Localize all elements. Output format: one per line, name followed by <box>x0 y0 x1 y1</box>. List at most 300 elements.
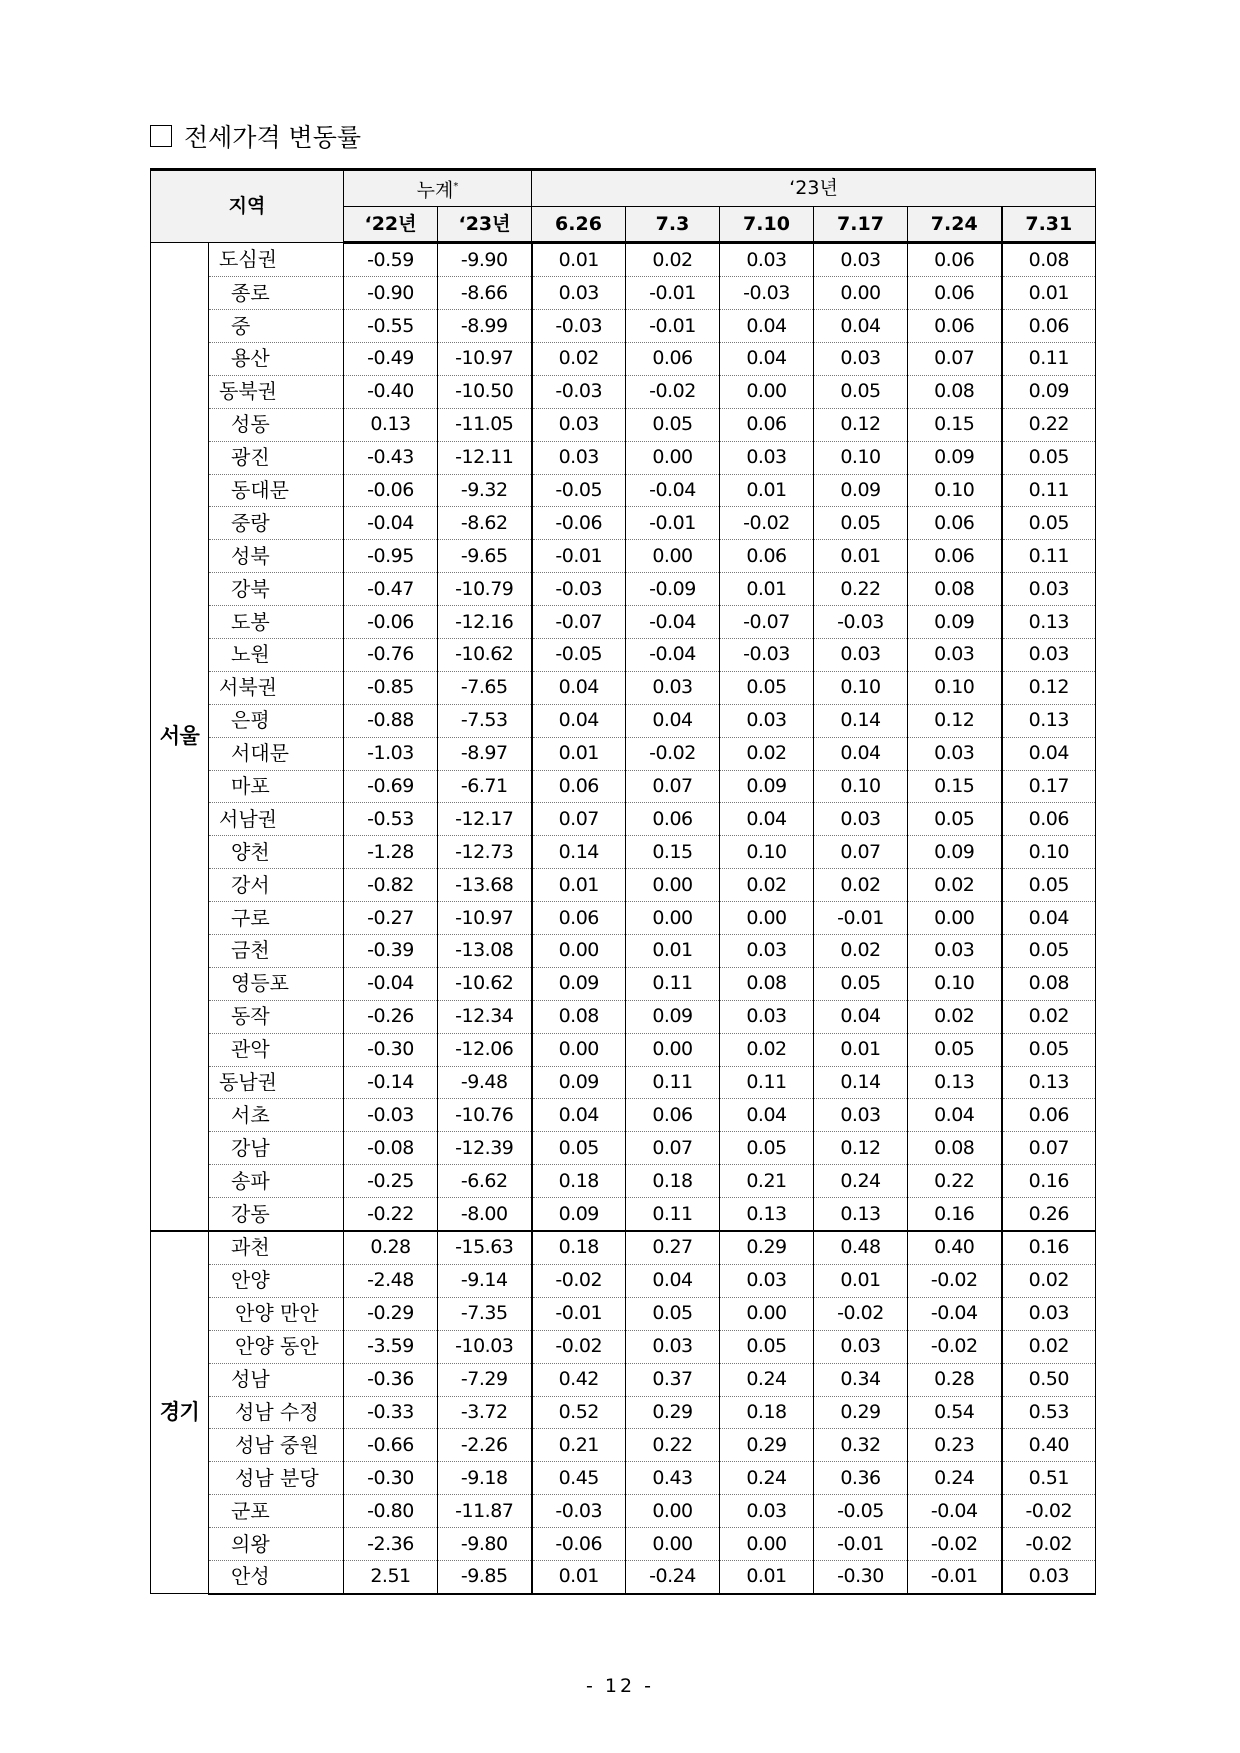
value-cell: -0.03 <box>532 310 626 343</box>
value-cell: 0.01 <box>814 1033 908 1066</box>
table-row <box>151 1560 1096 1593</box>
table-row <box>151 1396 1096 1429</box>
value-cell: 0.05 <box>814 375 908 408</box>
subregion-label: 강서 <box>209 869 344 902</box>
value-cell: 0.00 <box>720 1297 814 1330</box>
value-cell: -0.33 <box>344 1396 438 1429</box>
value-cell: 0.02 <box>908 1000 1002 1033</box>
value-cell: 0.18 <box>532 1165 626 1198</box>
value-cell: -0.02 <box>532 1330 626 1363</box>
value-cell: 0.14 <box>532 836 626 869</box>
value-cell: 0.11 <box>1002 343 1096 376</box>
value-cell: 0.52 <box>532 1396 626 1429</box>
value-cell: 0.29 <box>814 1396 908 1429</box>
value-cell: 0.12 <box>1002 671 1096 704</box>
value-cell: 0.04 <box>1002 902 1096 935</box>
subregion-label: 서대문 <box>209 737 344 770</box>
subregion-label: 군포 <box>209 1495 344 1528</box>
table-row <box>151 277 1096 310</box>
value-cell: 0.02 <box>814 935 908 968</box>
value-cell: -0.59 <box>344 243 438 277</box>
value-cell: 0.06 <box>532 770 626 803</box>
value-cell: 0.05 <box>908 803 1002 836</box>
value-cell: 0.09 <box>908 836 1002 869</box>
value-cell: 0.18 <box>532 1231 626 1264</box>
value-cell: -0.39 <box>344 935 438 968</box>
value-cell: -0.02 <box>908 1264 1002 1297</box>
value-cell: 0.08 <box>1002 243 1096 277</box>
value-cell: 0.29 <box>720 1429 814 1462</box>
subregion-label: 동대문 <box>209 474 344 507</box>
value-cell: 0.00 <box>626 1528 720 1561</box>
value-cell: -0.08 <box>344 1132 438 1165</box>
value-cell: 0.10 <box>814 441 908 474</box>
value-cell: 0.13 <box>720 1198 814 1231</box>
value-cell: -7.65 <box>438 671 532 704</box>
value-cell: 0.51 <box>1002 1462 1096 1495</box>
subregion-label: 성남 <box>209 1363 344 1396</box>
value-cell: 0.01 <box>626 935 720 968</box>
value-cell: -0.07 <box>532 606 626 639</box>
value-cell: 0.03 <box>720 704 814 737</box>
value-cell: -0.27 <box>344 902 438 935</box>
value-cell: -0.55 <box>344 310 438 343</box>
value-cell: 2.51 <box>344 1560 438 1593</box>
header-date-1: 7.3 <box>626 207 720 243</box>
value-cell: -0.02 <box>908 1528 1002 1561</box>
subregion-label: 안양 <box>209 1264 344 1297</box>
value-cell: 0.04 <box>720 343 814 376</box>
table-row <box>151 408 1096 441</box>
value-cell: -0.06 <box>344 606 438 639</box>
value-cell: -0.01 <box>814 1528 908 1561</box>
value-cell: -7.53 <box>438 704 532 737</box>
value-cell: 0.05 <box>1002 869 1096 902</box>
table-row <box>151 310 1096 343</box>
table-row <box>151 540 1096 573</box>
value-cell: 0.00 <box>626 441 720 474</box>
value-cell: 0.22 <box>908 1165 1002 1198</box>
value-cell: 0.10 <box>908 967 1002 1000</box>
value-cell: -0.30 <box>344 1462 438 1495</box>
value-cell: 0.15 <box>908 408 1002 441</box>
value-cell: 0.07 <box>532 803 626 836</box>
value-cell: -0.85 <box>344 671 438 704</box>
value-cell: -12.73 <box>438 836 532 869</box>
value-cell: 0.05 <box>720 671 814 704</box>
value-cell: -0.02 <box>626 375 720 408</box>
value-cell: -12.06 <box>438 1033 532 1066</box>
value-cell: -0.29 <box>344 1297 438 1330</box>
value-cell: 0.06 <box>532 902 626 935</box>
value-cell: 0.16 <box>1002 1231 1096 1264</box>
checkbox-square-icon <box>150 125 172 147</box>
value-cell: -10.50 <box>438 375 532 408</box>
value-cell: -0.03 <box>720 639 814 672</box>
value-cell: 0.00 <box>626 540 720 573</box>
value-cell: -0.40 <box>344 375 438 408</box>
table-row <box>151 1495 1096 1528</box>
value-cell: 0.03 <box>1002 639 1096 672</box>
subregion-label: 강남 <box>209 1132 344 1165</box>
subregion-label: 종로 <box>209 277 344 310</box>
value-cell: 0.17 <box>1002 770 1096 803</box>
value-cell: 0.37 <box>626 1363 720 1396</box>
value-cell: 0.11 <box>626 1198 720 1231</box>
table-row <box>151 803 1096 836</box>
subregion-label: 서초 <box>209 1099 344 1132</box>
value-cell: 0.06 <box>720 540 814 573</box>
table-row <box>151 243 1096 277</box>
value-cell: 0.03 <box>720 1495 814 1528</box>
table-row <box>151 1099 1096 1132</box>
table-row <box>151 639 1096 672</box>
value-cell: 0.13 <box>1002 1066 1096 1099</box>
value-cell: -8.00 <box>438 1198 532 1231</box>
value-cell: 0.03 <box>532 441 626 474</box>
value-cell: 0.03 <box>720 935 814 968</box>
table-row <box>151 770 1096 803</box>
value-cell: 0.00 <box>720 375 814 408</box>
value-cell: 0.05 <box>814 507 908 540</box>
value-cell: -0.07 <box>720 606 814 639</box>
value-cell: 0.02 <box>720 869 814 902</box>
value-cell: -9.18 <box>438 1462 532 1495</box>
subregion-label: 양천 <box>209 836 344 869</box>
value-cell: 0.40 <box>908 1231 1002 1264</box>
value-cell: 0.16 <box>1002 1165 1096 1198</box>
value-cell: 0.03 <box>720 243 814 277</box>
value-cell: 0.04 <box>532 1099 626 1132</box>
value-cell: 0.02 <box>1002 1000 1096 1033</box>
value-cell: 0.08 <box>720 967 814 1000</box>
value-cell: 0.15 <box>626 836 720 869</box>
value-cell: 0.03 <box>532 277 626 310</box>
table-row <box>151 869 1096 902</box>
subregion-label: 영등포 <box>209 967 344 1000</box>
value-cell: 0.08 <box>908 573 1002 606</box>
subregion-label: 성북 <box>209 540 344 573</box>
table-row <box>151 1132 1096 1165</box>
subregion-label: 동작 <box>209 1000 344 1033</box>
value-cell: 0.14 <box>814 1066 908 1099</box>
value-cell: 0.00 <box>532 935 626 968</box>
header-date-4: 7.24 <box>908 207 1002 243</box>
value-cell: 0.00 <box>626 902 720 935</box>
value-cell: 0.05 <box>720 1132 814 1165</box>
value-cell: 0.01 <box>1002 277 1096 310</box>
value-cell: -0.05 <box>814 1495 908 1528</box>
value-cell: 0.34 <box>814 1363 908 1396</box>
value-cell: 0.03 <box>908 737 1002 770</box>
value-cell: 0.03 <box>814 243 908 277</box>
value-cell: 0.00 <box>814 277 908 310</box>
value-cell: 0.05 <box>626 408 720 441</box>
table-row <box>151 902 1096 935</box>
table-row <box>151 1264 1096 1297</box>
value-cell: -0.05 <box>532 639 626 672</box>
value-cell: 0.22 <box>1002 408 1096 441</box>
value-cell: 0.22 <box>626 1429 720 1462</box>
subregion-label: 도봉 <box>209 606 344 639</box>
value-cell: 0.02 <box>532 343 626 376</box>
value-cell: -0.01 <box>626 310 720 343</box>
value-cell: -0.04 <box>908 1495 1002 1528</box>
value-cell: -0.03 <box>532 573 626 606</box>
value-cell: -0.03 <box>814 606 908 639</box>
value-cell: 0.48 <box>814 1231 908 1264</box>
value-cell: -6.62 <box>438 1165 532 1198</box>
value-cell: 0.32 <box>814 1429 908 1462</box>
value-cell: 0.06 <box>908 540 1002 573</box>
value-cell: 0.07 <box>626 770 720 803</box>
value-cell: 0.06 <box>908 277 1002 310</box>
value-cell: 0.06 <box>626 1099 720 1132</box>
value-cell: 0.04 <box>720 803 814 836</box>
value-cell: -0.95 <box>344 540 438 573</box>
subregion-label: 성동 <box>209 408 344 441</box>
value-cell: 0.12 <box>908 704 1002 737</box>
value-cell: 0.05 <box>1002 441 1096 474</box>
value-cell: -12.34 <box>438 1000 532 1033</box>
value-cell: 0.10 <box>814 671 908 704</box>
value-cell: -9.90 <box>438 243 532 277</box>
value-cell: -12.17 <box>438 803 532 836</box>
value-cell: 0.11 <box>626 1066 720 1099</box>
subregion-label: 동남권 <box>209 1066 344 1099</box>
header-cum-0: ‘22년 <box>344 207 438 243</box>
value-cell: 0.03 <box>720 1264 814 1297</box>
value-cell: -1.28 <box>344 836 438 869</box>
value-cell: -0.02 <box>1002 1528 1096 1561</box>
subregion-label: 안성 <box>209 1560 344 1593</box>
value-cell: 0.04 <box>532 704 626 737</box>
value-cell: 0.13 <box>908 1066 1002 1099</box>
value-cell: -0.01 <box>532 1297 626 1330</box>
value-cell: 0.24 <box>908 1462 1002 1495</box>
subregion-label: 금천 <box>209 935 344 968</box>
subregion-label: 강동 <box>209 1198 344 1231</box>
value-cell: 0.00 <box>908 902 1002 935</box>
subregion-label: 서남권 <box>209 803 344 836</box>
subregion-label: 과천 <box>209 1231 344 1264</box>
value-cell: 0.04 <box>1002 737 1096 770</box>
jeonse-price-change-table <box>150 168 1096 1595</box>
subregion-label: 동북권 <box>209 375 344 408</box>
value-cell: 0.01 <box>720 474 814 507</box>
value-cell: -8.66 <box>438 277 532 310</box>
value-cell: -0.01 <box>908 1560 1002 1593</box>
value-cell: 0.24 <box>720 1363 814 1396</box>
value-cell: -0.02 <box>720 507 814 540</box>
value-cell: 0.08 <box>1002 967 1096 1000</box>
value-cell: 0.12 <box>814 1132 908 1165</box>
table-row <box>151 671 1096 704</box>
value-cell: -0.53 <box>344 803 438 836</box>
subregion-label: 구로 <box>209 902 344 935</box>
value-cell: -0.03 <box>532 375 626 408</box>
value-cell: 0.45 <box>532 1462 626 1495</box>
value-cell: -3.72 <box>438 1396 532 1429</box>
value-cell: -11.87 <box>438 1495 532 1528</box>
value-cell: -13.08 <box>438 935 532 968</box>
value-cell: 0.10 <box>908 671 1002 704</box>
value-cell: -0.01 <box>626 507 720 540</box>
value-cell: 0.00 <box>626 869 720 902</box>
value-cell: -0.06 <box>532 507 626 540</box>
value-cell: -8.99 <box>438 310 532 343</box>
value-cell: 0.01 <box>814 1264 908 1297</box>
value-cell: -0.90 <box>344 277 438 310</box>
value-cell: -0.88 <box>344 704 438 737</box>
value-cell: 0.40 <box>1002 1429 1096 1462</box>
value-cell: 0.04 <box>720 310 814 343</box>
subregion-label: 관악 <box>209 1033 344 1066</box>
header-date-0: 6.26 <box>532 207 626 243</box>
value-cell: -0.03 <box>532 1495 626 1528</box>
value-cell: 0.09 <box>626 1000 720 1033</box>
value-cell: -0.02 <box>908 1330 1002 1363</box>
header-year-group: ‘23년 <box>532 170 1096 207</box>
value-cell: -0.24 <box>626 1560 720 1593</box>
value-cell: -13.68 <box>438 869 532 902</box>
value-cell: 0.05 <box>626 1297 720 1330</box>
value-cell: -10.79 <box>438 573 532 606</box>
value-cell: -0.30 <box>344 1033 438 1066</box>
value-cell: 0.03 <box>1002 1560 1096 1593</box>
value-cell: 0.03 <box>814 803 908 836</box>
value-cell: 0.01 <box>814 540 908 573</box>
value-cell: -0.47 <box>344 573 438 606</box>
value-cell: -0.02 <box>1002 1495 1096 1528</box>
value-cell: 0.28 <box>344 1231 438 1264</box>
value-cell: 0.03 <box>908 935 1002 968</box>
value-cell: 0.11 <box>1002 540 1096 573</box>
table-row <box>151 474 1096 507</box>
section-title <box>150 118 361 154</box>
table-row <box>151 1198 1096 1231</box>
value-cell: 0.29 <box>720 1231 814 1264</box>
value-cell: 0.18 <box>626 1165 720 1198</box>
value-cell: -0.09 <box>626 573 720 606</box>
value-cell: -10.62 <box>438 639 532 672</box>
value-cell: 0.01 <box>532 869 626 902</box>
value-cell: 0.07 <box>626 1132 720 1165</box>
value-cell: 0.04 <box>532 671 626 704</box>
value-cell: -0.04 <box>344 507 438 540</box>
value-cell: 0.27 <box>626 1231 720 1264</box>
value-cell: 0.06 <box>1002 1099 1096 1132</box>
value-cell: -10.97 <box>438 902 532 935</box>
table-row <box>151 1330 1096 1363</box>
value-cell: 0.03 <box>908 639 1002 672</box>
value-cell: 0.04 <box>720 1099 814 1132</box>
table-row <box>151 1363 1096 1396</box>
table-row <box>151 375 1096 408</box>
value-cell: 0.02 <box>1002 1330 1096 1363</box>
value-cell: -8.62 <box>438 507 532 540</box>
value-cell: -9.85 <box>438 1560 532 1593</box>
value-cell: 0.02 <box>720 1033 814 1066</box>
subregion-label: 중 <box>209 310 344 343</box>
value-cell: -6.71 <box>438 770 532 803</box>
value-cell: -0.36 <box>344 1363 438 1396</box>
value-cell: -2.48 <box>344 1264 438 1297</box>
value-cell: -0.04 <box>626 639 720 672</box>
value-cell: 0.10 <box>1002 836 1096 869</box>
value-cell: 0.01 <box>720 573 814 606</box>
value-cell: -3.59 <box>344 1330 438 1363</box>
table-row <box>151 704 1096 737</box>
value-cell: 0.29 <box>626 1396 720 1429</box>
value-cell: 0.13 <box>814 1198 908 1231</box>
value-cell: 0.01 <box>720 1560 814 1593</box>
value-cell: 0.08 <box>532 1000 626 1033</box>
value-cell: 0.03 <box>814 1330 908 1363</box>
value-cell: 0.12 <box>814 408 908 441</box>
header-date-5: 7.31 <box>1002 207 1096 243</box>
value-cell: -9.80 <box>438 1528 532 1561</box>
value-cell: -0.76 <box>344 639 438 672</box>
value-cell: 0.26 <box>1002 1198 1096 1231</box>
subregion-label: 의왕 <box>209 1528 344 1561</box>
subregion-label: 용산 <box>209 343 344 376</box>
subregion-label: 안양 동안 <box>209 1330 344 1363</box>
value-cell: 0.06 <box>908 507 1002 540</box>
value-cell: -10.03 <box>438 1330 532 1363</box>
value-cell: -12.11 <box>438 441 532 474</box>
value-cell: 0.42 <box>532 1363 626 1396</box>
value-cell: 0.13 <box>1002 606 1096 639</box>
value-cell: -2.36 <box>344 1528 438 1561</box>
value-cell: 0.09 <box>1002 375 1096 408</box>
value-cell: 0.10 <box>720 836 814 869</box>
value-cell: 0.03 <box>532 408 626 441</box>
value-cell: -0.69 <box>344 770 438 803</box>
value-cell: -0.06 <box>532 1528 626 1561</box>
value-cell: -0.05 <box>532 474 626 507</box>
value-cell: 0.05 <box>532 1132 626 1165</box>
value-cell: 0.08 <box>908 375 1002 408</box>
value-cell: 0.09 <box>532 1066 626 1099</box>
value-cell: 0.09 <box>814 474 908 507</box>
table-row <box>151 1528 1096 1561</box>
value-cell: -7.29 <box>438 1363 532 1396</box>
table-row <box>151 1462 1096 1495</box>
value-cell: 0.02 <box>1002 1264 1096 1297</box>
value-cell: 0.00 <box>626 1495 720 1528</box>
value-cell: -0.03 <box>344 1099 438 1132</box>
value-cell: -0.03 <box>720 277 814 310</box>
value-cell: 0.50 <box>1002 1363 1096 1396</box>
subregion-label: 노원 <box>209 639 344 672</box>
subregion-label: 서북권 <box>209 671 344 704</box>
value-cell: 0.13 <box>344 408 438 441</box>
value-cell: 0.09 <box>532 1198 626 1231</box>
value-cell: -12.39 <box>438 1132 532 1165</box>
value-cell: -0.01 <box>532 540 626 573</box>
header-region: 지역 <box>151 170 344 243</box>
value-cell: -0.14 <box>344 1066 438 1099</box>
value-cell: -0.02 <box>626 737 720 770</box>
value-cell: 0.22 <box>814 573 908 606</box>
value-cell: -9.48 <box>438 1066 532 1099</box>
header-date-2: 7.10 <box>720 207 814 243</box>
table-row <box>151 935 1096 968</box>
value-cell: 0.15 <box>908 770 1002 803</box>
value-cell: 0.04 <box>626 1264 720 1297</box>
value-cell: 0.09 <box>908 606 1002 639</box>
